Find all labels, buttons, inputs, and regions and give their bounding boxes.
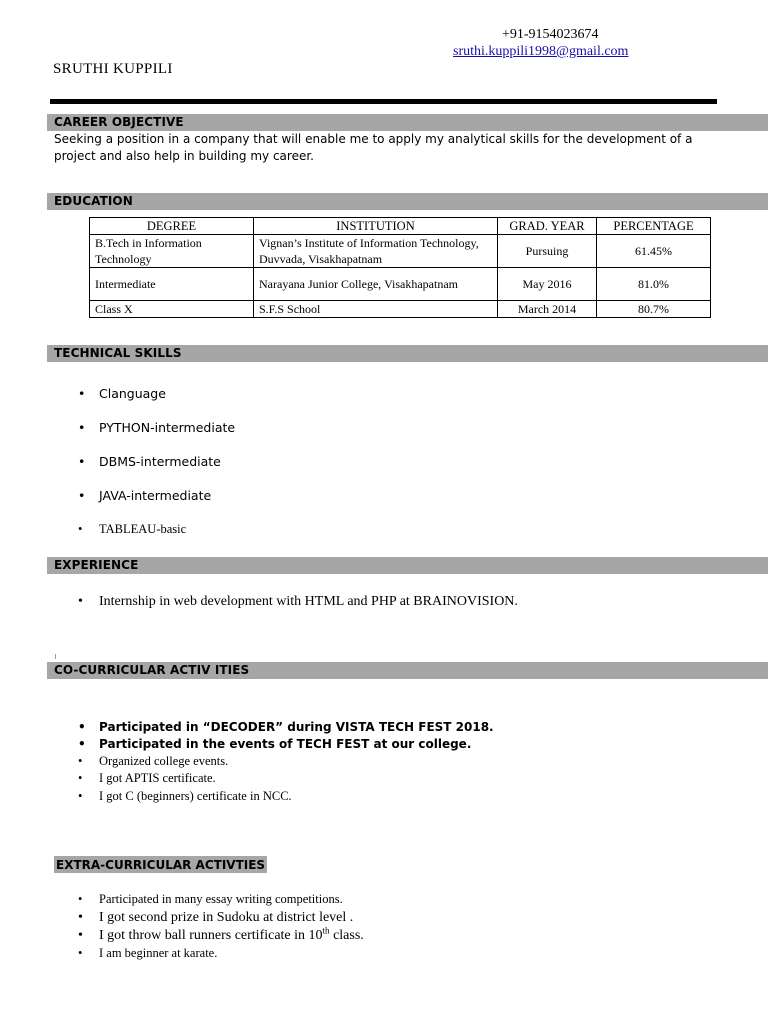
experience-heading: EXPERIENCE <box>54 558 139 572</box>
header-divider <box>50 99 717 104</box>
education-heading-band <box>47 193 768 210</box>
education-heading: EDUCATION <box>54 194 133 208</box>
table-row <box>90 301 711 318</box>
technical-skills-heading: TECHNICAL SKILLS <box>54 346 182 360</box>
career-objective-heading: CAREER OBJECTIVE <box>54 115 184 129</box>
co-curricular-heading-band <box>47 662 768 679</box>
activity-text: I got throw ball runners certificate in 10th class. <box>99 925 364 943</box>
section-marker <box>55 654 56 659</box>
col-header-grad-year: GRAD. YEAR <box>498 218 597 235</box>
activity-text: Participated in the events of TECH FEST at our college. <box>99 737 472 751</box>
skill-text: Clanguage <box>99 386 166 401</box>
activity-text: I got C (beginners) certificate in NCC. <box>99 789 292 803</box>
candidate-name: SRUTHI KUPPILI <box>53 61 173 77</box>
grad-year-cell: Pursuing <box>498 235 597 268</box>
career-objective-heading-band <box>47 114 768 131</box>
skill-text: PYTHON-intermediate <box>99 420 236 435</box>
institution-cell: Vignan’s Institute of Information Technology, Duvvada, Visakhapatnam <box>254 235 498 268</box>
activity-text: I got second prize in Sudoku at district level . <box>99 910 354 925</box>
activity-text: Organized college events. <box>99 754 229 768</box>
activity-text: I got APTIS certificate. <box>99 771 216 785</box>
activity-text: Participated in “DECODER” during VISTA TECH FEST 2018. <box>99 720 494 734</box>
phone-number: +91-9154023674 <box>502 27 599 42</box>
skill-text: DBMS-intermediate <box>99 454 221 469</box>
degree-cell: Class X <box>90 301 254 318</box>
email-link[interactable]: sruthi.kuppili1998@gmail.com <box>453 44 629 59</box>
skill-text: TABLEAU-basic <box>99 522 187 536</box>
col-header-degree: DEGREE <box>90 218 254 235</box>
experience-heading-band <box>47 557 768 574</box>
degree-cell: B.Tech in Information Technology <box>90 235 254 268</box>
percentage-cell: 81.0% <box>597 268 711 301</box>
institution-cell: S.F.S School <box>254 301 498 318</box>
degree-cell: Intermediate <box>90 268 254 301</box>
technical-skills-heading-band <box>47 345 768 362</box>
extra-curricular-heading-band <box>54 856 267 873</box>
activity-text: I am beginner at karate. <box>99 946 218 960</box>
extra-curricular-heading: EXTRA-CURRICULAR ACTIVTIES <box>56 858 266 872</box>
skill-text: JAVA-intermediate <box>99 488 212 503</box>
co-curricular-heading: CO-CURRICULAR ACTIV ITIES <box>54 663 250 677</box>
grad-year-cell: March 2014 <box>498 301 597 318</box>
table-row <box>90 268 711 301</box>
col-header-percentage: PERCENTAGE <box>597 218 711 235</box>
percentage-cell: 80.7% <box>597 301 711 318</box>
col-header-institution: INSTITUTION <box>254 218 498 235</box>
experience-text: Internship in web development with HTML and PHP at BRAINOVISION. <box>99 594 518 609</box>
education-table <box>89 217 711 318</box>
percentage-cell: 61.45% <box>597 235 711 268</box>
grad-year-cell: May 2016 <box>498 268 597 301</box>
activity-text: Participated in many essay writing competitions. <box>99 892 343 906</box>
career-objective-text: Seeking a position in a company that will enable me to apply my analytical skills for the development of a project and also help in building my career. <box>54 132 693 163</box>
table-row <box>90 235 711 268</box>
institution-cell: Narayana Junior College, Visakhapatnam <box>254 268 498 301</box>
education-header-row <box>90 218 711 235</box>
